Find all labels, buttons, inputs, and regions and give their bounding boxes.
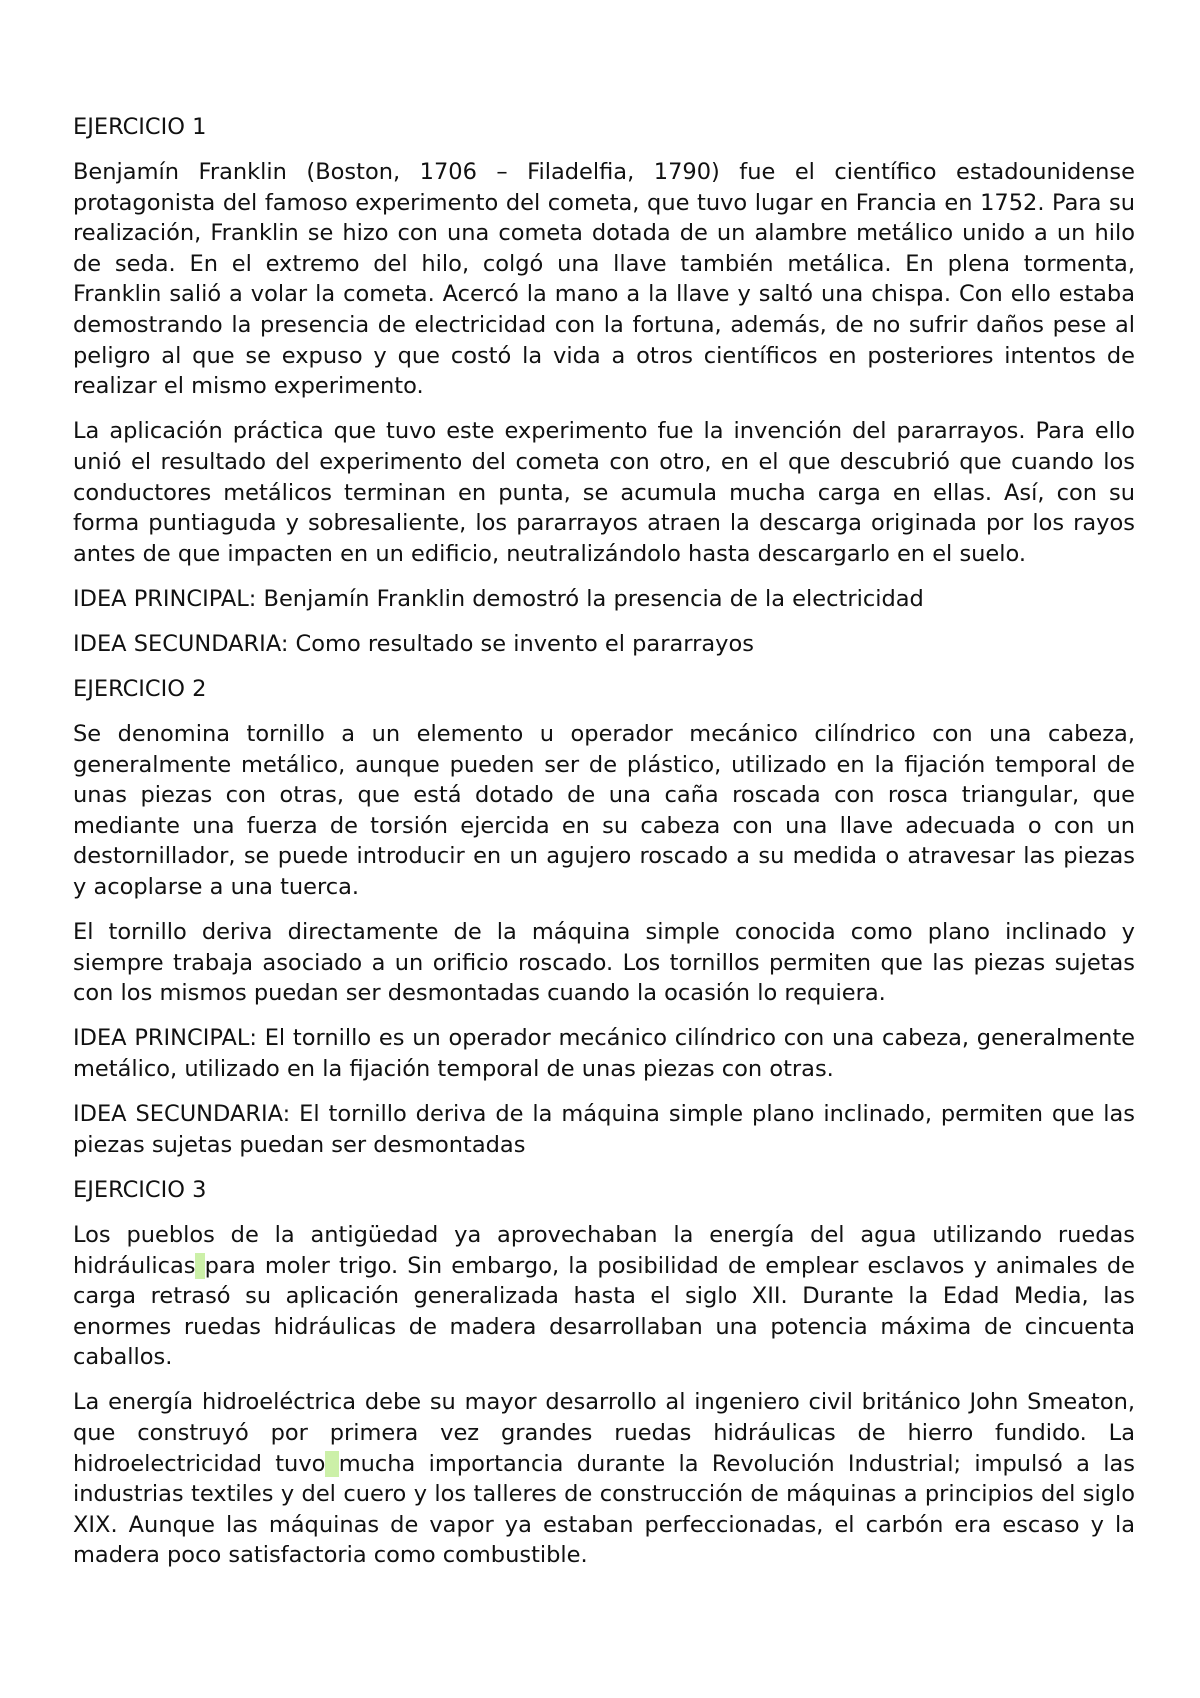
ex3-paragraph-2 — [73, 1387, 1135, 1571]
ex3-p1-part-b: para moler trigo. Sin embargo, la posibilidad de emplear esclavos y animales de carga retrasó su aplicación generalizada hasta el siglo XII. Durante la Edad Media, las enormes ruedas hidráulicas de madera desarrollaban una potencia máxima de cincuenta caballos. — [73, 1252, 1135, 1371]
ex1-idea-secundaria: IDEA SECUNDARIA: Como resultado se invento el pararrayos — [73, 630, 754, 657]
ex1-paragraph-2: La aplicación práctica que tuvo este experimento fue la invención del pararrayos. Para ello unió el resultado del experimento del cometa con otro, en el que descubrió que cuando los conductores metálicos terminan en punta, se acumula mucha carga en ellas. Así, con su forma puntiaguda y sobresaliente, los pararrayos atraen la descarga originada por los rayos antes de que impacten en un edificio, neutralizándolo hasta descargarlo en el suelo. — [73, 418, 1135, 567]
heading-ejercicio-1: EJERCICIO 1 — [73, 114, 207, 140]
heading-ejercicio-2: EJERCICIO 2 — [73, 676, 207, 702]
ex1-idea-principal: IDEA PRINCIPAL: Benjamín Franklin demostró la presencia de la electricidad — [73, 585, 924, 612]
ex3-p1-part-a: Los pueblos de la antigüedad ya aprovechaban la energía del agua utilizando ruedas hidráulicas — [73, 1221, 1135, 1279]
ex3-p2-part-a: La energía hidroeléctrica debe su mayor desarrollo al ingeniero civil británico John Smeaton, que construyó por primera vez grandes ruedas hidráulicas de hierro fundido. La hidroelectricidad tuvo — [73, 1389, 1135, 1477]
ex2-idea-principal: IDEA PRINCIPAL: El tornillo es un operador mecánico cilíndrico con una cabeza, generalmente metálico, utilizado en la fijación temporal de unas piezas con otras. — [73, 1025, 1135, 1083]
ex2-paragraph-2: El tornillo deriva directamente de la máquina simple conocida como plano inclinado y siempre trabaja asociado a un orificio roscado. Los tornillos permiten que las piezas sujetas con los mismos puedan ser desmontadas cuando la ocasión lo requiera. — [73, 919, 1135, 1007]
ex2-paragraph-1: Se denomina tornillo a un elemento u operador mecánico cilíndrico con una cabeza, generalmente metálico, aunque pueden ser de plástico, utilizado en la fijación temporal de unas piezas con otras, que está dotado de una caña roscada con rosca triangular, que mediante una fuerza de torsión ejercida en su cabeza con una llave adecuada o con un destornillador, se puede introducir en un agujero roscado a su medida o atravesar las piezas y acoplarse a una tuerca. — [73, 721, 1135, 901]
highlight-mark — [195, 1253, 204, 1279]
ex1-paragraph-1: Benjamín Franklin (Boston, 1706 – Filadelfia, 1790) fue el científico estadounidense protagonista del famoso experimento del cometa, que tuvo lugar en Francia en 1752. Para su realización, Franklin se hizo con una cometa dotada de un alambre metálico unido a un hilo de seda. En el extremo del hilo, colgó una llave también metálica. En plena tormenta, Franklin salió a volar la cometa. Acercó la mano a la llave y saltó una chispa. Con ello estaba demostrando la presencia de electricidad con la fortuna, además, de no sufrir daños pese al peligro al que se expuso y que costó la vida a otros científicos en posteriores intentos de realizar el mismo experimento. — [73, 159, 1135, 400]
ex2-idea-secundaria: IDEA SECUNDARIA: El tornillo deriva de la máquina simple plano inclinado, permiten que las piezas sujetas puedan ser desmontadas — [73, 1101, 1135, 1158]
heading-ejercicio-3: EJERCICIO 3 — [73, 1176, 207, 1203]
ex3-p2-part-b: mucha importancia durante la Revolución Industrial; impulsó a las industrias textiles y del cuero y los talleres de construcción de máquinas a principios del siglo XIX. Aunque las máquinas de vapor ya estaban perfeccionadas, el carbón era escaso y la madera poco satisfactoria como combustible. — [73, 1450, 1135, 1569]
ex3-paragraph-1 — [73, 1220, 1135, 1373]
highlight-mark — [325, 1451, 338, 1477]
document-page — [73, 112, 1135, 1585]
